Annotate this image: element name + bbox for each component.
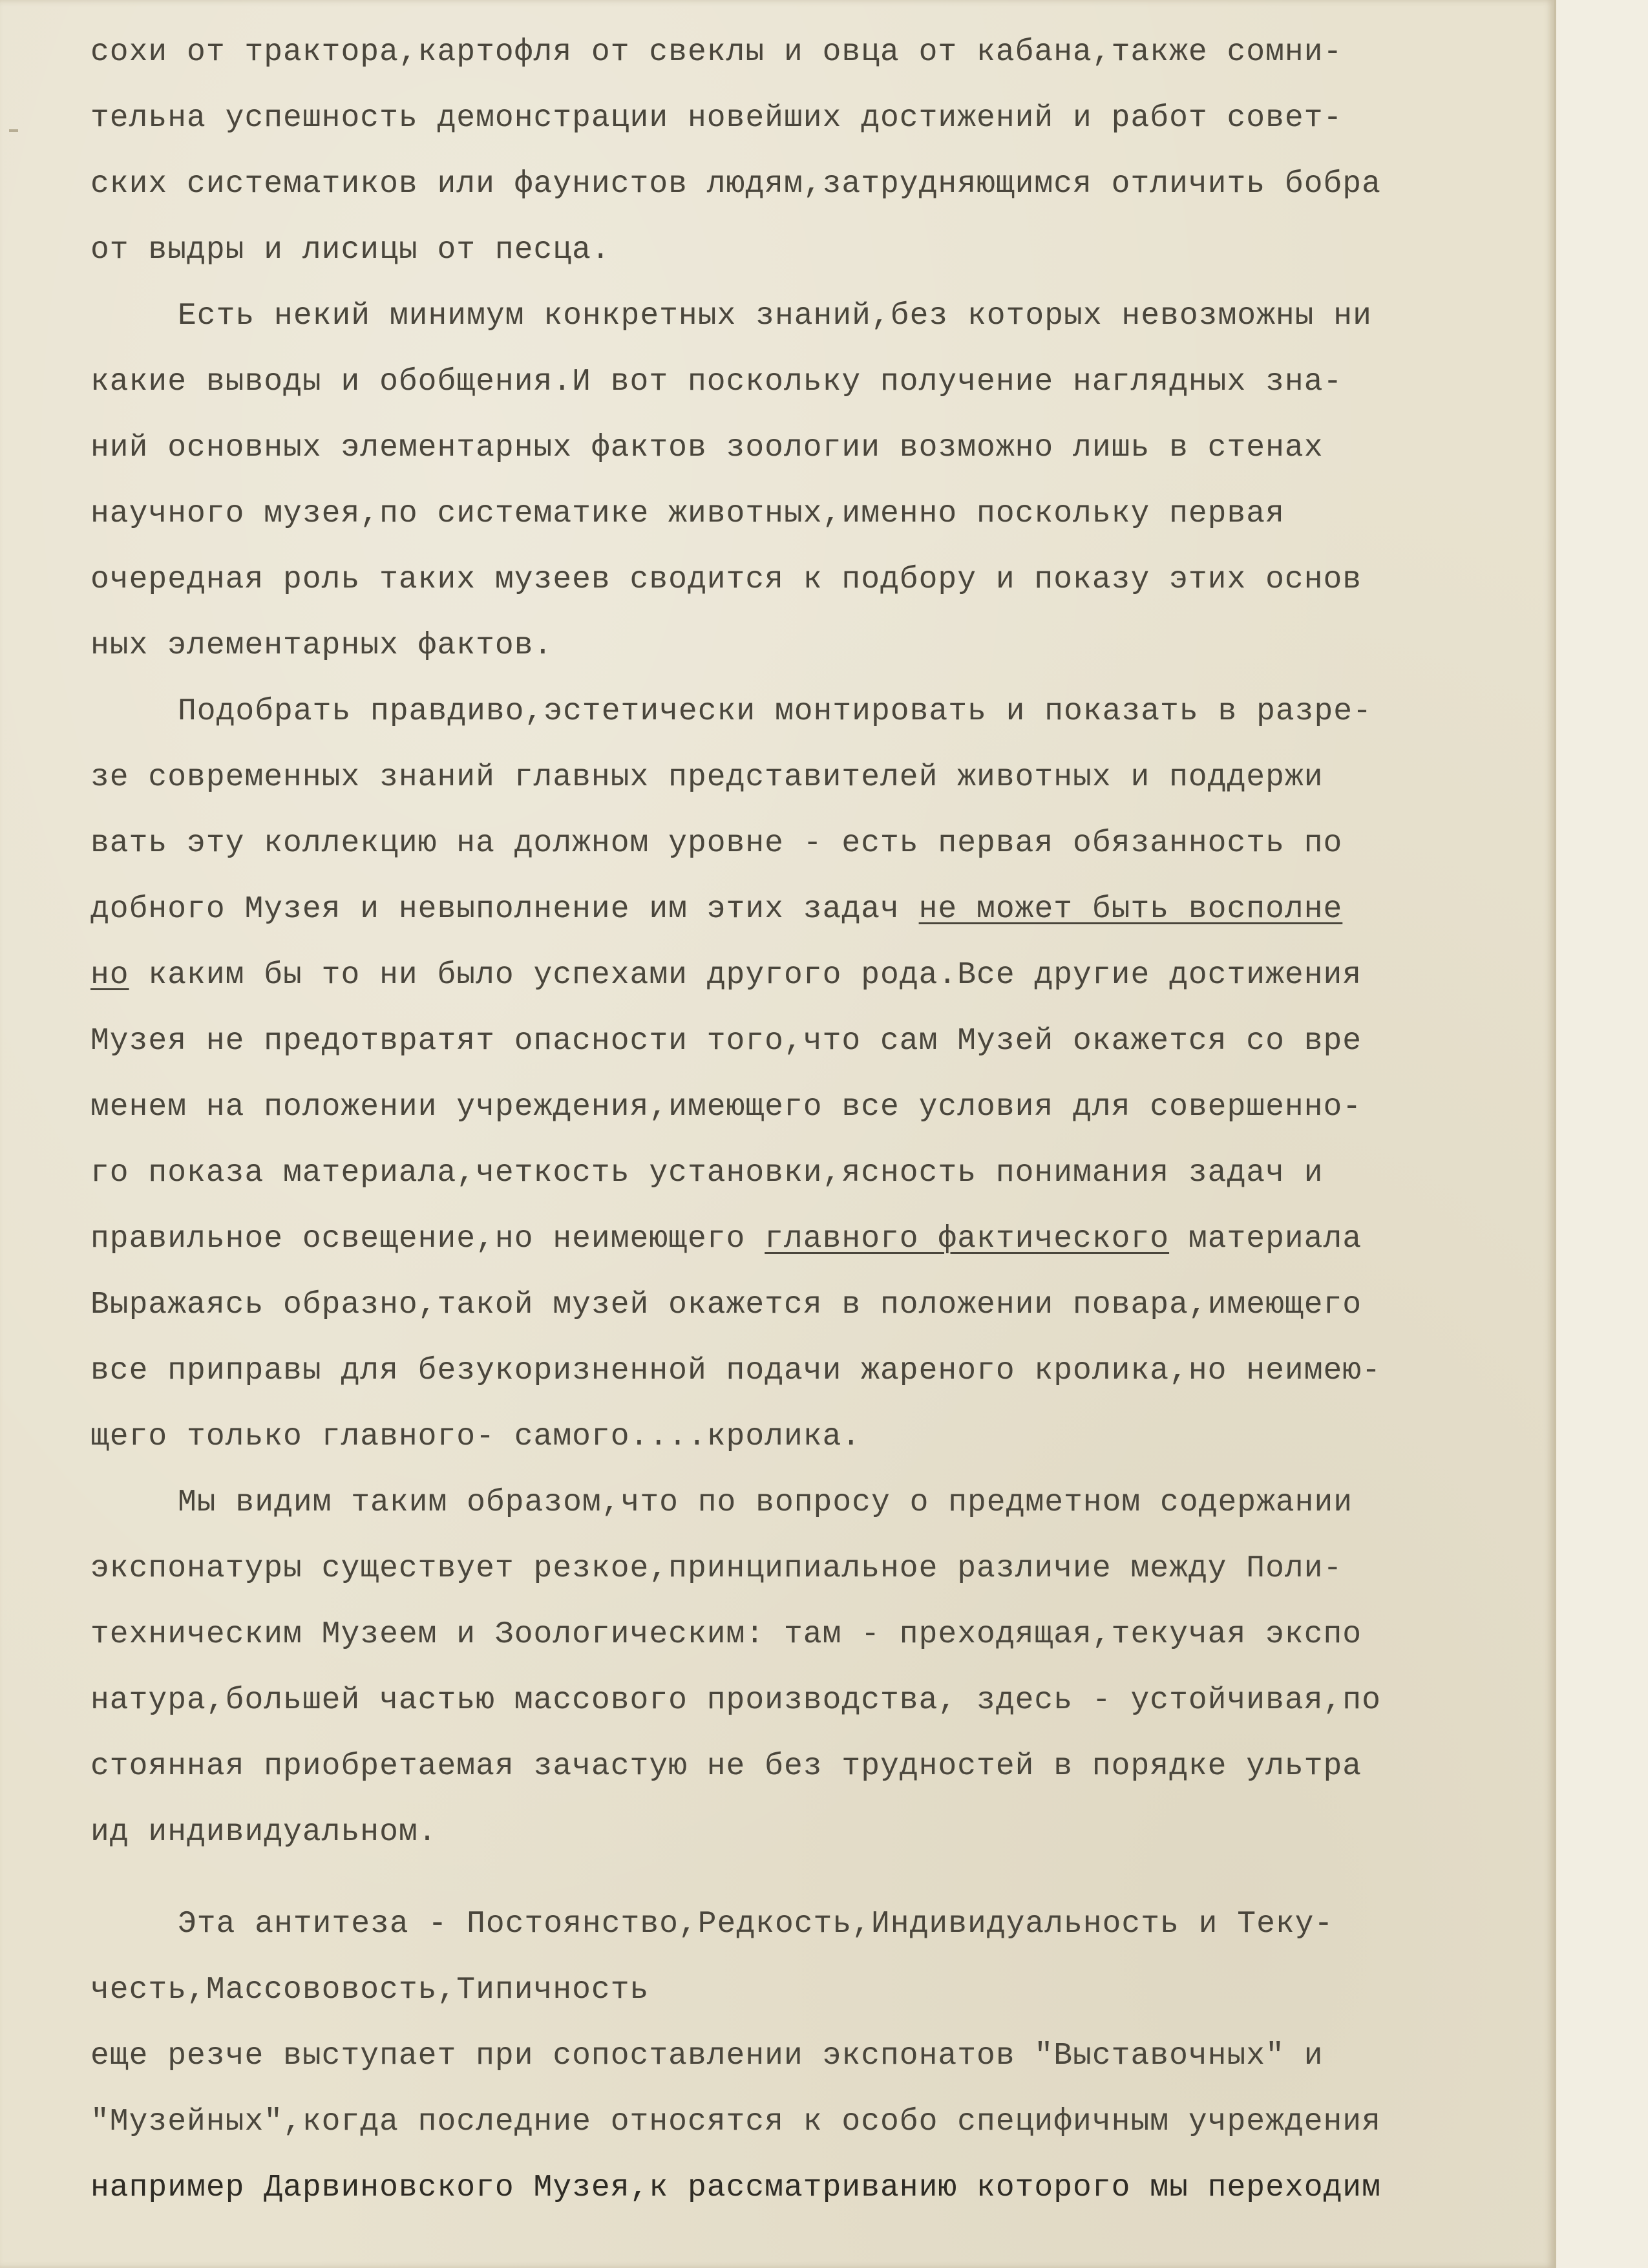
underlined-text: не может быть восполне xyxy=(918,892,1343,927)
text-line xyxy=(90,876,1545,942)
text-line: сохи от трактора,картофля от свеклы и овца от кабана,также сомни- xyxy=(90,35,1343,70)
text-line: Выражаясь образно,такой музей окажется в положении повара,имеющего xyxy=(90,1288,1362,1322)
text-segment: правильное освещение,но неимеющего xyxy=(90,1222,765,1256)
text-line: стоянная приобретаемая зачастую не без трудностей в порядке ультра xyxy=(90,1749,1362,1784)
text-segment: материала xyxy=(1169,1222,1362,1256)
text-line: Музея не предотвратят опасности того,что сам Музей окажется со вре xyxy=(90,1024,1362,1059)
document-body xyxy=(90,19,1545,2221)
paragraph-start-line: Подобрать правдиво,эстетически монтировать и показать в разре- xyxy=(178,694,1372,729)
text-line: го показа материала,четкость установки,ясность понимания задач и xyxy=(90,1156,1324,1191)
paragraph-start-line: Есть некий минимум конкретных знаний,без которых невозможны ни xyxy=(178,299,1372,334)
paragraph-gap xyxy=(90,1865,1545,1891)
text-line xyxy=(90,942,1545,1008)
text-line: ских систематиков или фаунистов людям,затрудняющимся отличить бобра xyxy=(90,167,1381,202)
punch-mark xyxy=(9,129,18,132)
paragraph-start-line: Мы видим таким образом,что по вопросу о предметном содержании xyxy=(178,1485,1353,1520)
text-line: вать эту коллекцию на должном уровне - есть первая обязанность по xyxy=(90,826,1343,861)
text-line: техническим Музеем и Зоологическим: там - преходящая,текучая экспо xyxy=(90,1617,1362,1652)
text-line: все приправы для безукоризненной подачи жареного кролика,но неимею- xyxy=(90,1353,1381,1388)
text-line: ний основных элементарных фактов зоологии возможно лишь в стенах xyxy=(90,430,1324,465)
text-line: ид индивидуальном. xyxy=(90,1815,438,1850)
underlined-text: но xyxy=(90,958,129,993)
text-line: какие выводы и обобщения.И вот поскольку получение наглядных зна- xyxy=(90,365,1343,399)
text-line: очередная роль таких музеев сводится к подбору и показу этих основ xyxy=(90,562,1362,597)
text-segment: каким бы то ни было успехами другого рода.Все другие достижения xyxy=(129,958,1362,993)
text-line: экспонатуры существует резкое,принципиальное различие между Поли- xyxy=(90,1551,1343,1586)
paragraph-start-line: Эта антитеза - Постоянство,Редкость,Индивидуальность и Теку- xyxy=(178,1907,1334,1942)
underlined-text: главного фактического xyxy=(765,1222,1170,1256)
text-line: научного музея,по систематике животных,именно поскольку первая xyxy=(90,496,1285,531)
text-line: тельна успешность демонстрации новейших достижений и работ совет- xyxy=(90,101,1343,136)
page-edge-margin xyxy=(1554,0,1648,2268)
text-line: "Музейных",когда последние относятся к особо специфичным учреждения xyxy=(90,2104,1381,2139)
text-line: например Дарвиновского Музея,к рассматриванию которого мы переходим xyxy=(90,2170,1381,2205)
text-line: честь,Массововость,Типичность xyxy=(90,1973,650,2008)
text-line: щего только главного- самого....кролика. xyxy=(90,1419,861,1454)
text-line: менем на положении учреждения,имеющего все условия для совершенно- xyxy=(90,1090,1362,1125)
text-line: еще резче выступает при сопоставлении экспонатов "Выставочных" и xyxy=(90,2039,1324,2073)
text-line: зе современных знаний главных представителей животных и поддержи xyxy=(90,760,1324,795)
text-line xyxy=(90,1206,1545,1272)
text-line: от выдры и лисицы от песца. xyxy=(90,233,611,268)
text-segment: добного Музея и невыполнение им этих задач xyxy=(90,892,919,927)
text-line: ных элементарных фактов. xyxy=(90,628,553,663)
text-line: натура,большей частью массового производства, здесь - устойчивая,по xyxy=(90,1683,1381,1718)
